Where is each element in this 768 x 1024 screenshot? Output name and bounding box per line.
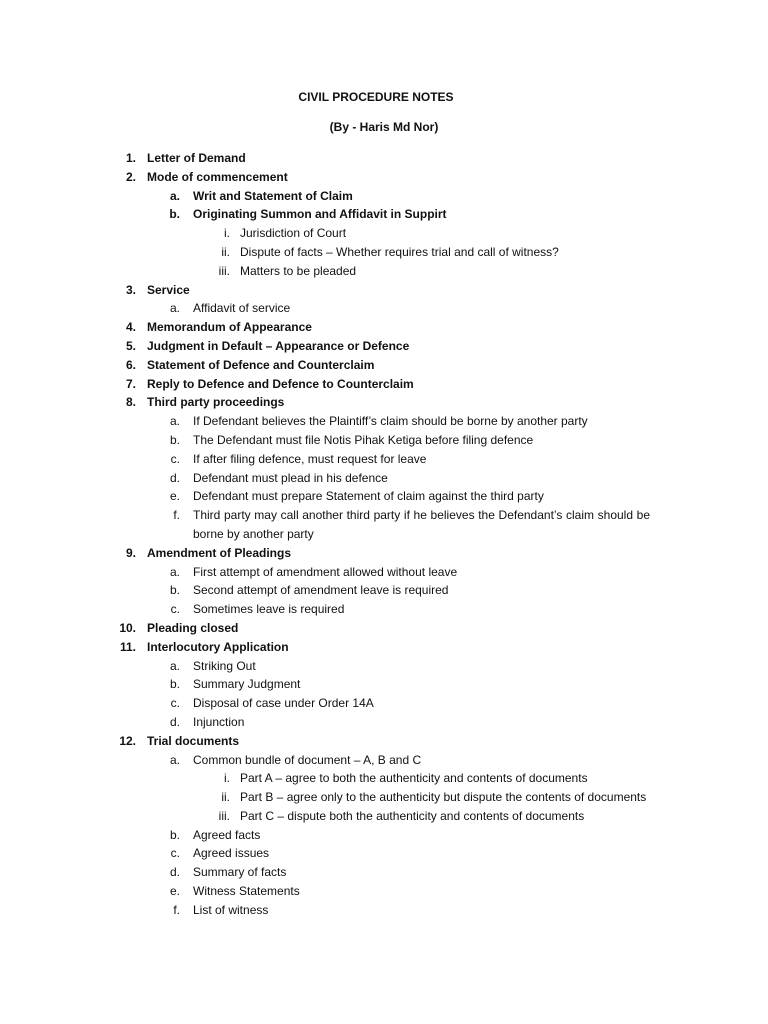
outline-subitem: [0, 694, 768, 713]
outline-subitem: [0, 675, 768, 694]
item-text: Witness Statements: [193, 884, 300, 899]
item-text: Defendant must plead in his defence: [193, 470, 388, 485]
nested-list: [0, 187, 768, 281]
item-number: a.: [169, 752, 180, 767]
item-number: 9.: [125, 545, 136, 560]
item-number: 1.: [125, 151, 136, 165]
nested-list: [0, 412, 768, 544]
item-text: Part B – agree only to the authenticity but dispute the contents of documents: [240, 790, 647, 805]
outline-subsubitem: [0, 224, 768, 243]
item-text: Part A – agree to both the authenticity and contents of documents: [240, 771, 588, 786]
item-text: Judgment in Default – Appearance or Defence: [147, 338, 410, 353]
item-text: First attempt of amendment allowed without leave: [193, 564, 458, 579]
outline-subitem: [0, 205, 768, 280]
item-number: 4.: [125, 320, 136, 335]
document-title: CIVIL PROCEDURE NOTES: [298, 90, 454, 104]
item-text: Letter of Demand: [147, 151, 246, 165]
item-text: Injunction: [193, 714, 245, 729]
outline-list: [0, 149, 768, 920]
outline-item: [0, 356, 768, 375]
item-number: b.: [169, 827, 180, 842]
item-number: a.: [169, 414, 180, 429]
nested-list: [0, 751, 768, 920]
item-text: Second attempt of amendment leave is required: [193, 583, 449, 598]
item-number: ii.: [221, 244, 230, 259]
item-number: a.: [169, 301, 180, 316]
item-text: Part C – dispute both the authenticity and contents of documents: [240, 808, 585, 823]
item-number: c.: [170, 846, 180, 861]
outline-subitem: [0, 863, 768, 882]
nested-list: [0, 657, 768, 732]
item-number: b.: [169, 432, 180, 447]
item-text: Summary Judgment: [193, 677, 301, 692]
item-text: Memorandum of Appearance: [147, 320, 312, 335]
item-number: a.: [169, 188, 180, 203]
outline-item: [0, 337, 768, 356]
outline-subitem: [0, 450, 768, 469]
item-number: ii.: [221, 790, 230, 805]
item-number: b.: [169, 677, 180, 692]
item-text: The Defendant must file Notis Pihak Ketiga before filing defence: [193, 432, 534, 447]
item-number: e.: [169, 884, 180, 899]
item-text: Reply to Defence and Defence to Counterclaim: [147, 376, 414, 391]
item-number: 8.: [125, 395, 136, 410]
outline-subsubitem: [0, 788, 768, 807]
item-text: Summary of facts: [193, 865, 287, 880]
item-text: Interlocutory Application: [147, 639, 289, 654]
item-number: b.: [169, 583, 180, 598]
item-number: 11.: [119, 639, 136, 654]
item-number: 3.: [125, 282, 136, 297]
item-text: Matters to be pleaded: [240, 263, 357, 278]
outline-subitem: [0, 581, 768, 600]
outline-subsubitem: [0, 262, 768, 281]
outline-item: [0, 638, 768, 732]
item-number: 2.: [125, 169, 136, 184]
item-text: Writ and Statement of Claim: [193, 188, 353, 203]
item-number: 5.: [125, 338, 136, 353]
item-text: Third party may call another third party if he believes the Defendant’s claim should be borne by another party: [193, 508, 650, 541]
item-text: Originating Summon and Affidavit in Suppirt: [193, 207, 447, 222]
outline-subitem: [0, 844, 768, 863]
outline-subsubitem: [0, 807, 768, 826]
item-text: If after filing defence, must request for leave: [193, 451, 427, 466]
item-number: iii.: [218, 263, 230, 278]
outline-subitem: [0, 751, 768, 826]
outline-subitem: [0, 901, 768, 920]
item-number: i.: [224, 226, 230, 241]
item-number: 12.: [119, 733, 136, 748]
item-number: 10.: [119, 620, 136, 635]
outline-item: [0, 318, 768, 337]
outline-item: [0, 544, 768, 619]
item-number: c.: [170, 696, 180, 711]
outline-item: [0, 149, 768, 168]
item-number: c.: [170, 602, 180, 617]
outline-item: [0, 168, 768, 281]
item-number: d.: [169, 714, 180, 729]
outline-subitem: [0, 506, 768, 544]
nested-list: [0, 224, 768, 280]
outline-subitem: [0, 431, 768, 450]
item-text: Disposal of case under Order 14A: [193, 696, 374, 711]
nested-list: [0, 769, 768, 825]
item-text: Trial documents: [147, 733, 240, 748]
item-number: f.: [173, 902, 180, 917]
item-number: 7.: [125, 376, 136, 391]
item-number: iii.: [218, 808, 230, 823]
nested-list: [0, 563, 768, 619]
outline-subitem: [0, 187, 768, 206]
outline-subitem: [0, 299, 768, 318]
document-author: (By - Haris Md Nor): [329, 120, 439, 134]
item-text: Jurisdiction of Court: [240, 226, 347, 241]
item-text: If Defendant believes the Plaintiff’s claim should be borne by another party: [193, 414, 588, 429]
outline-item: [0, 393, 768, 543]
item-text: List of witness: [193, 902, 269, 917]
outline-subitem: [0, 657, 768, 676]
item-text: Pleading closed: [147, 620, 239, 635]
item-text: Mode of commencement: [147, 169, 288, 184]
item-text: Agreed issues: [193, 846, 270, 861]
outline-subsubitem: [0, 769, 768, 788]
outline-subitem: [0, 487, 768, 506]
item-text: Striking Out: [193, 658, 256, 673]
item-number: b.: [169, 207, 180, 222]
item-number: e.: [169, 489, 180, 504]
item-text: Common bundle of document – A, B and C: [193, 752, 422, 767]
outline-subitem: [0, 469, 768, 488]
item-text: Defendant must prepare Statement of claim against the third party: [193, 489, 544, 504]
outline-item: [0, 375, 768, 394]
item-number: a.: [169, 564, 180, 579]
outline-subitem: [0, 882, 768, 901]
item-text: Amendment of Pleadings: [147, 545, 292, 560]
item-number: i.: [224, 771, 230, 786]
item-text: Dispute of facts – Whether requires trial and call of witness?: [240, 244, 559, 259]
item-number: d.: [169, 865, 180, 880]
item-text: Agreed facts: [193, 827, 261, 842]
outline-item: [0, 281, 768, 319]
outline-item: [0, 619, 768, 638]
item-number: c.: [170, 451, 180, 466]
item-number: f.: [173, 508, 180, 523]
item-text: Service: [147, 282, 190, 297]
outline-subitem: [0, 713, 768, 732]
item-text: Third party proceedings: [147, 395, 285, 410]
outline-subitem: [0, 412, 768, 431]
outline-subitem: [0, 600, 768, 619]
item-number: d.: [169, 470, 180, 485]
item-number: a.: [169, 658, 180, 673]
outline-item: [0, 732, 768, 920]
item-text: Sometimes leave is required: [193, 602, 345, 617]
item-text: Affidavit of service: [193, 301, 291, 316]
nested-list: [0, 299, 768, 318]
outline-subitem: [0, 826, 768, 845]
outline-subsubitem: [0, 243, 768, 262]
item-text: Statement of Defence and Counterclaim: [147, 357, 375, 372]
item-number: 6.: [125, 357, 136, 372]
outline-subitem: [0, 563, 768, 582]
